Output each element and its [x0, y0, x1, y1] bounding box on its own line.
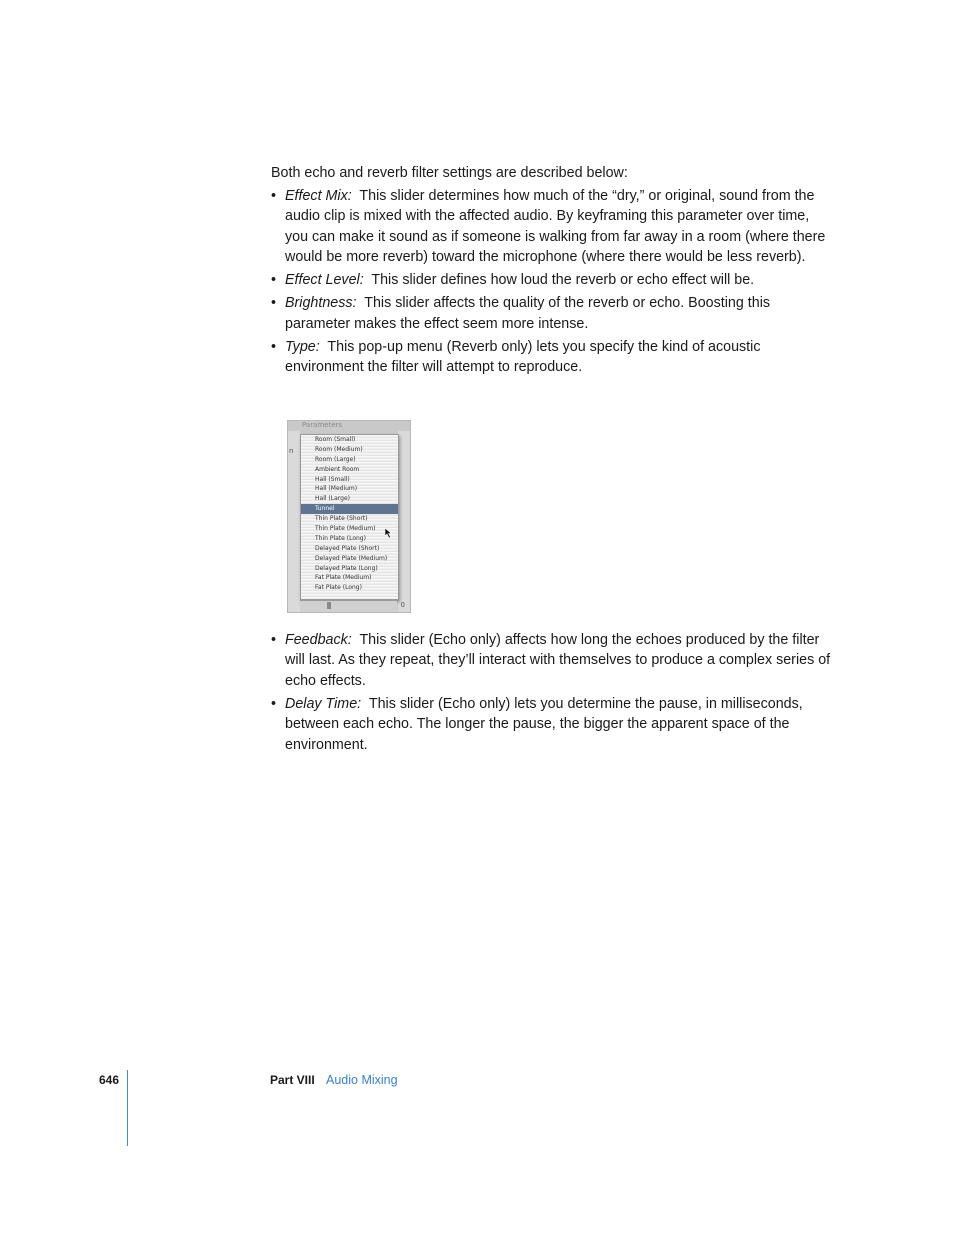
term: Brightness: — [285, 295, 357, 312]
term: Type: — [285, 338, 320, 355]
description: This slider defines how loud the reverb or echo effect will be. — [371, 272, 755, 289]
menu-item-hall-small[interactable]: Hall (Small) — [315, 475, 350, 483]
list-item-effect-level — [271, 270, 831, 290]
bullet-list-bottom — [271, 630, 831, 758]
list-item-type — [271, 337, 831, 378]
footer-divider — [127, 1070, 128, 1146]
side-label: n — [289, 447, 294, 455]
menu-item-delayed-plate-medium[interactable]: Delayed Plate (Medium) — [315, 554, 388, 562]
menu-item-room-small[interactable]: Room (Small) — [315, 436, 356, 443]
menu-item-room-large[interactable]: Room (Large) — [315, 455, 356, 463]
menu-item-thin-plate-long[interactable]: Thin Plate (Long) — [315, 534, 366, 542]
description: This slider (Echo only) affects how long the echoes produced by the filter will last. As they repeat, they’ll interact with themselves to produce a complex series of echo effects. — [285, 632, 831, 689]
parameters-header: Parameters — [302, 421, 343, 429]
menu-item-hall-large[interactable]: Hall (Large) — [315, 495, 350, 503]
description: This pop-up menu (Reverb only) lets you specify the kind of acoustic environment the filter will attempt to reproduce. — [285, 338, 761, 376]
right-panel-edge — [398, 431, 410, 612]
list-item-feedback — [271, 630, 831, 691]
left-panel-edge — [288, 431, 300, 612]
menu-item-delayed-plate-short[interactable]: Delayed Plate (Short) — [315, 544, 380, 552]
slider-knob[interactable] — [327, 602, 331, 609]
menu-item-thin-plate-medium[interactable]: Thin Plate (Medium) — [315, 525, 376, 533]
description: This slider (Echo only) lets you determine the pause, in milliseconds, between each echo. The longer the pause, the bigger the apparent space of the environment. — [285, 695, 803, 753]
menu-item-thin-plate-short[interactable]: Thin Plate (Short) — [315, 515, 368, 523]
list-item-brightness — [271, 293, 831, 334]
zero-label: 0 — [400, 601, 405, 609]
description: This slider determines how much of the “dry,” or original, sound from the audio clip is mixed with the affected audio. By keyframing this parameter over time, you can make it sound as if someone is walking from far away in a room (where there would be more reverb) toward the microphone (where there would be less reverb). — [285, 188, 826, 266]
menu-item-room-medium[interactable]: Room (Medium) — [315, 445, 363, 453]
footer-part-label: Part VIII — [270, 1073, 315, 1087]
type-popup-screenshot — [287, 420, 411, 613]
menu-item-fat-plate-medium[interactable]: Fat Plate (Medium) — [315, 574, 372, 582]
mouse-pointer-icon — [385, 528, 393, 538]
term: Effect Level: — [285, 272, 364, 289]
menu-item-fat-plate-long[interactable]: Fat Plate (Long) — [315, 584, 362, 592]
term: Effect Mix: — [285, 188, 352, 204]
menu-item-hall-medium[interactable]: Hall (Medium) — [315, 485, 358, 493]
term: Delay Time: — [285, 695, 362, 712]
bullet-list-top — [271, 186, 831, 380]
type-popup-menu[interactable] — [300, 434, 399, 600]
footer-section-link[interactable]: Audio Mixing — [326, 1073, 398, 1087]
slider-strip — [300, 600, 405, 612]
menu-item-ambient-room[interactable]: Ambient Room — [315, 465, 360, 473]
menu-item-tunnel-selected[interactable]: Tunnel — [301, 504, 398, 514]
term: Feedback: — [285, 632, 352, 648]
menu-item-delayed-plate-long[interactable]: Delayed Plate (Long) — [315, 564, 378, 572]
list-item-delay-time — [271, 694, 831, 755]
list-item-effect-mix — [271, 186, 831, 268]
page-number: 646 — [99, 1073, 120, 1087]
intro-paragraph: Both echo and reverb filter settings are described below: — [271, 165, 628, 181]
description: This slider affects the quality of the reverb or echo. Boosting this parameter makes the effect seem more intense. — [285, 295, 771, 332]
